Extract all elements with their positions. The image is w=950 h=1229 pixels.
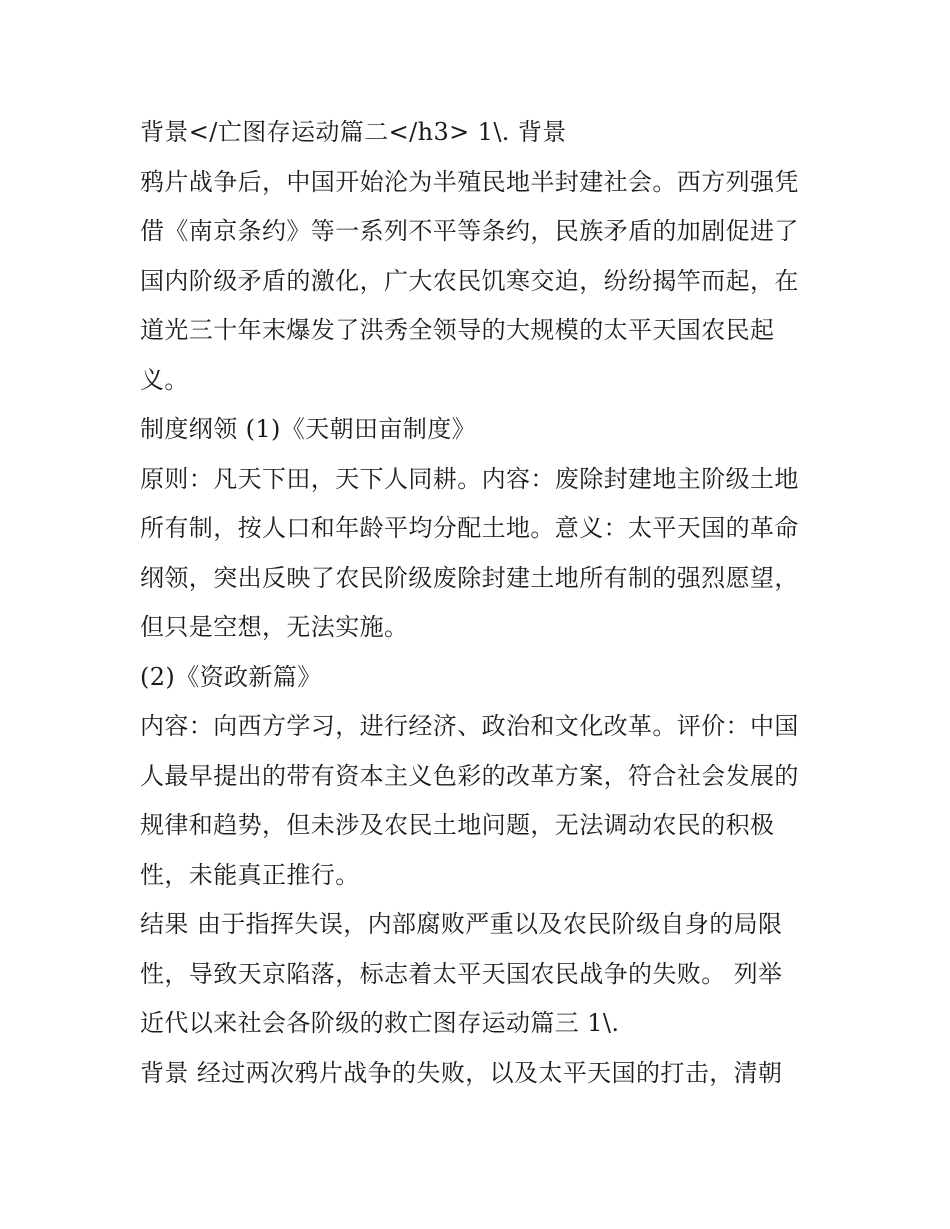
- text-line: 性，未能真正推行。: [140, 860, 360, 889]
- text-line: 原则：凡天下田，天下人同耕。内容：废除封建地主阶级土地: [140, 464, 799, 493]
- text-line-heading: 背景</亡图存运动篇二</h3> 1\. 背景: [140, 118, 567, 146]
- text-line: 结果 由于指挥失误，内部腐败严重以及农民阶级自身的局限: [140, 910, 783, 938]
- text-line: 内容：向西方学习，进行经济、政治和文化改革。评价：中国: [140, 712, 799, 740]
- text-line: 国内阶级矛盾的激化，广大农民饥寒交迫，纷纷揭竿而起，在: [140, 266, 799, 295]
- text-line: 人最早提出的带有资本主义色彩的改革方案，符合社会发展的: [140, 761, 799, 790]
- text-line: 纲领，突出反映了农民阶级废除封建土地所有制的强烈愿望，: [140, 563, 799, 592]
- text-line: 道光三十年末爆发了洪秀全领导的大规模的太平天国农民起: [140, 316, 775, 344]
- text-line: 所有制，按人口和年龄平均分配土地。意义：太平天国的革命: [140, 514, 799, 542]
- text-line: 规律和趋势，但未涉及农民土地问题，无法调动农民的积极: [140, 811, 775, 839]
- text-line: 背景 经过两次鸦片战争的失败，以及太平天国的打击，清朝: [140, 1058, 783, 1087]
- text-line: 义。: [140, 365, 189, 394]
- text-line: 借《南京条约》等一系列不平等条约，民族矛盾的加剧促进了: [140, 217, 799, 245]
- text-line: 鸦片战争后，中国开始沦为半殖民地半封建社会。西方列强凭: [140, 167, 799, 196]
- text-line: 性，导致天京陷落，标志着太平天国农民战争的失败。 列举: [140, 959, 783, 988]
- text-line-subheading: 制度纲领 (1)《天朝田亩制度》: [140, 415, 477, 443]
- document-body: [140, 108, 820, 1098]
- text-line: 近代以来社会各阶级的救亡图存运动篇三 1\.: [140, 1009, 620, 1037]
- text-line-subheading: (2)《资政新篇》: [140, 662, 322, 691]
- text-line: 但只是空想，无法实施。: [140, 613, 409, 641]
